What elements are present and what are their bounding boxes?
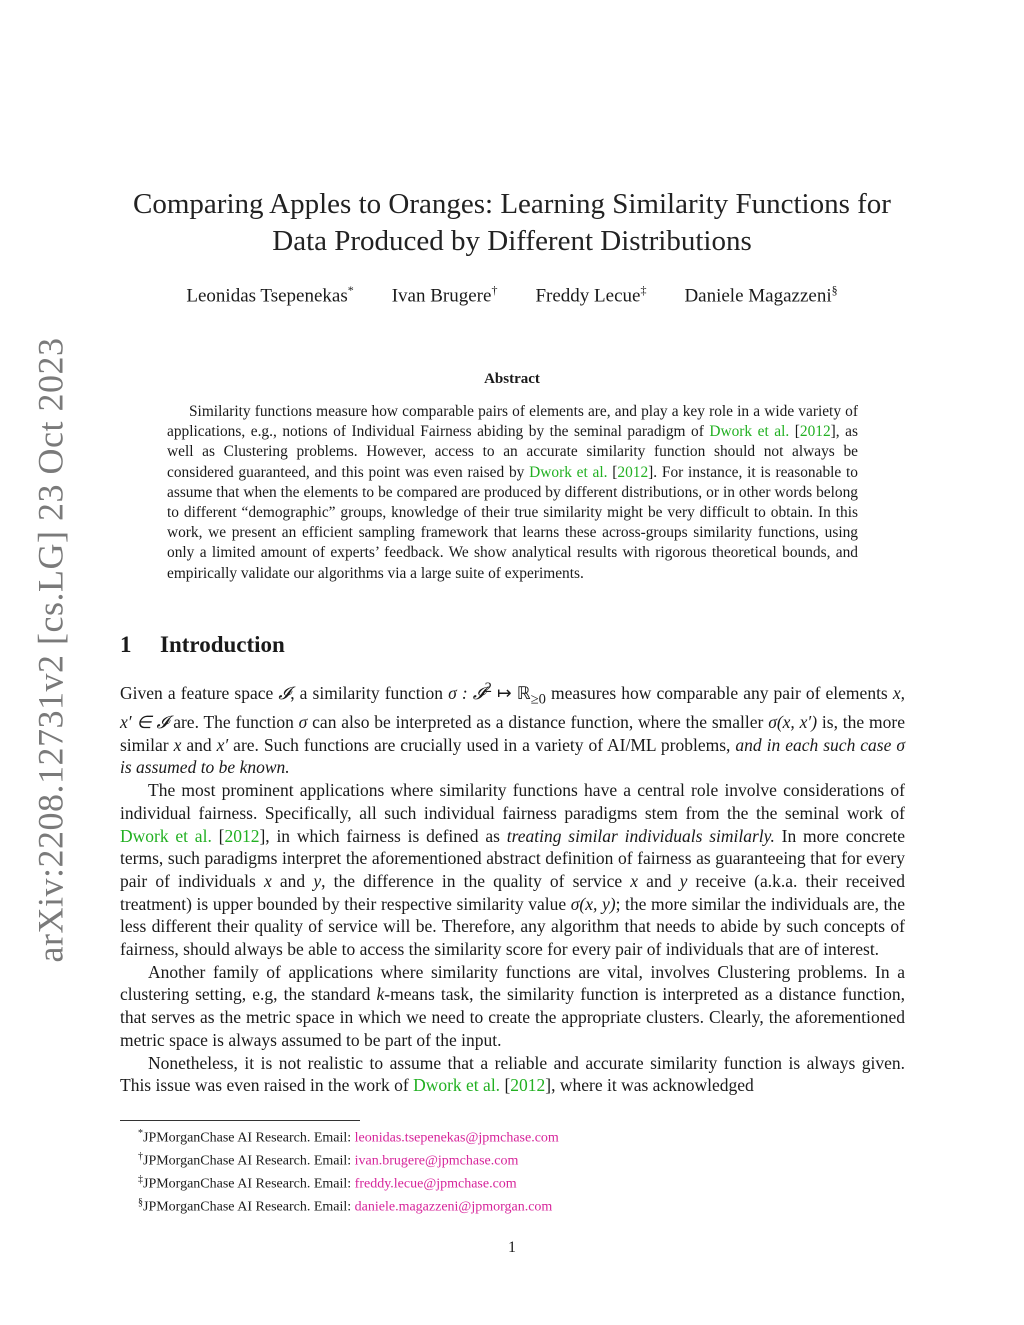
email-link[interactable]: freddy.lecue@jpmchase.com	[354, 1176, 517, 1192]
footnote-divider	[120, 1120, 360, 1121]
author: Freddy Lecue‡	[535, 283, 647, 307]
citation-link[interactable]: Dwork et al.	[709, 423, 790, 441]
author: Leonidas Tsepenekas*	[186, 283, 354, 307]
citation-link[interactable]: Dwork et al.	[413, 1075, 501, 1096]
citation-year-link[interactable]: 2012	[799, 423, 831, 441]
title-line-1: Comparing Apples to Oranges: Learning Similarity Functions for	[133, 188, 891, 220]
section-title: Introduction	[160, 632, 285, 657]
author: Daniele Magazzeni§	[684, 283, 838, 307]
arxiv-identifier-stamp	[20, 337, 80, 963]
paper-title	[120, 186, 904, 260]
footnote: §JPMorganChase AI Research. Email: daniele.magazzeni@jpmorgan.com	[138, 1197, 553, 1216]
email-link[interactable]: daniele.magazzeni@jpmorgan.com	[354, 1200, 553, 1216]
section-number: 1	[120, 632, 132, 657]
citation-link[interactable]: Dwork et al.	[120, 825, 212, 846]
paragraph: Another family of applications where similarity functions are vital, involves Clustering problems. In a clustering setting, e.g, the standard k-means task, the similarity function is interpreted as a distance function, that serves as the metric space in which we need to create the appropriate clusters. Clearly, the aforementioned metric space is always assumed to be part of the input.	[120, 961, 905, 1050]
section-heading	[120, 632, 285, 658]
footnote: †JPMorganChase AI Research. Email: ivan.brugere@jpmchase.com	[138, 1151, 519, 1169]
citation-year-link[interactable]: 2012	[617, 463, 649, 481]
citation-link[interactable]: Dwork et al.	[529, 463, 608, 481]
footnote: *JPMorganChase AI Research. Email: leonidas.tsepenekas@jpmchase.com	[138, 1128, 559, 1146]
page-number: 1	[508, 1239, 516, 1256]
footnote: ‡JPMorganChase AI Research. Email: freddy.lecue@jpmchase.com	[138, 1174, 517, 1192]
paragraph: Nonetheless, it is not realistic to assume that a reliable and accurate similarity function is always given. This issue was even raised in the work of Dwork et al. [2012], where it was acknowledged	[120, 1052, 905, 1096]
paragraph: The most prominent applications where similarity functions have a central role involve considerations of individual fairness. Specifically, all such individual fairness paradigms stem from the the seminal work of Dwork et al. [2012], in which fairness is defined as treating similar individuals similarly. In more concrete terms, such paradigms interpret the aforementioned abstract definition of fairness as guaranteeing that for every pair of individuals x and y, the difference in the quality of service x and y receive (a.k.a. their received treatment) is upper bounded by their respective similarity value σ(x, y); the more similar the individuals are, the less different their quality of service will be. Therefore, any algorithm that needs to abide by such concepts of fairness, should always be able to access the similarity score for every pair of individuals that are of interest.	[120, 780, 906, 960]
citation-year-link[interactable]: 2012	[224, 825, 260, 846]
footnotes	[138, 1125, 898, 1218]
author-list	[120, 283, 904, 307]
email-link[interactable]: ivan.brugere@jpmchase.com	[354, 1153, 519, 1169]
paragraph: Given a feature space 𝓘, a similarity function σ : 𝓘$^2$ ↦ ℝ$_{\ge 0}$ measures how comparable any pair of elements x, x′ ∈ 𝓘 are. The function σ can also be interpreted as a distance function, where the smaller σ(x, x′) is, the more similar x and x′ are. Such functions are crucially used in a variety of AI/ML problems, and in each such case σ is assumed to be known.	[120, 680, 905, 778]
abstract-heading: Abstract	[484, 371, 540, 387]
title-line-2: Data Produced by Different Distributions	[272, 225, 752, 257]
intro-body	[120, 677, 905, 1097]
author: Ivan Brugere†	[391, 283, 498, 307]
email-link[interactable]: leonidas.tsepenekas@jpmchase.com	[354, 1130, 559, 1146]
abstract-body: Similarity functions measure how comparable pairs of elements are, and play a key role in a wide variety of applications, e.g., notions of Individual Fairness abiding by the seminal paradigm of Dwork et al. [2012], as well as Clustering problems. However, access to an accurate similarity function should not always be considered guaranteed, and this point was even raised by Dwork et al. [2012]. For instance, it is reasonable to assume that when the elements to be compared are produced by different distributions, or in other words belong to different “demographic” groups, knowledge of their true similarity might be very difficult to obtain. In this work, we present an efficient sampling framework that learns these across-groups similarity functions, using only a limited amount of experts’ feedback. We show analytical results with rigorous theoretical bounds, and empirically validate our algorithms via a large suite of experiments.	[167, 403, 858, 582]
citation-year-link[interactable]: 2012	[510, 1075, 546, 1096]
arxiv-id-text: arXiv:2208.12731v2 [cs.LG] 23 Oct 2023	[30, 337, 70, 963]
